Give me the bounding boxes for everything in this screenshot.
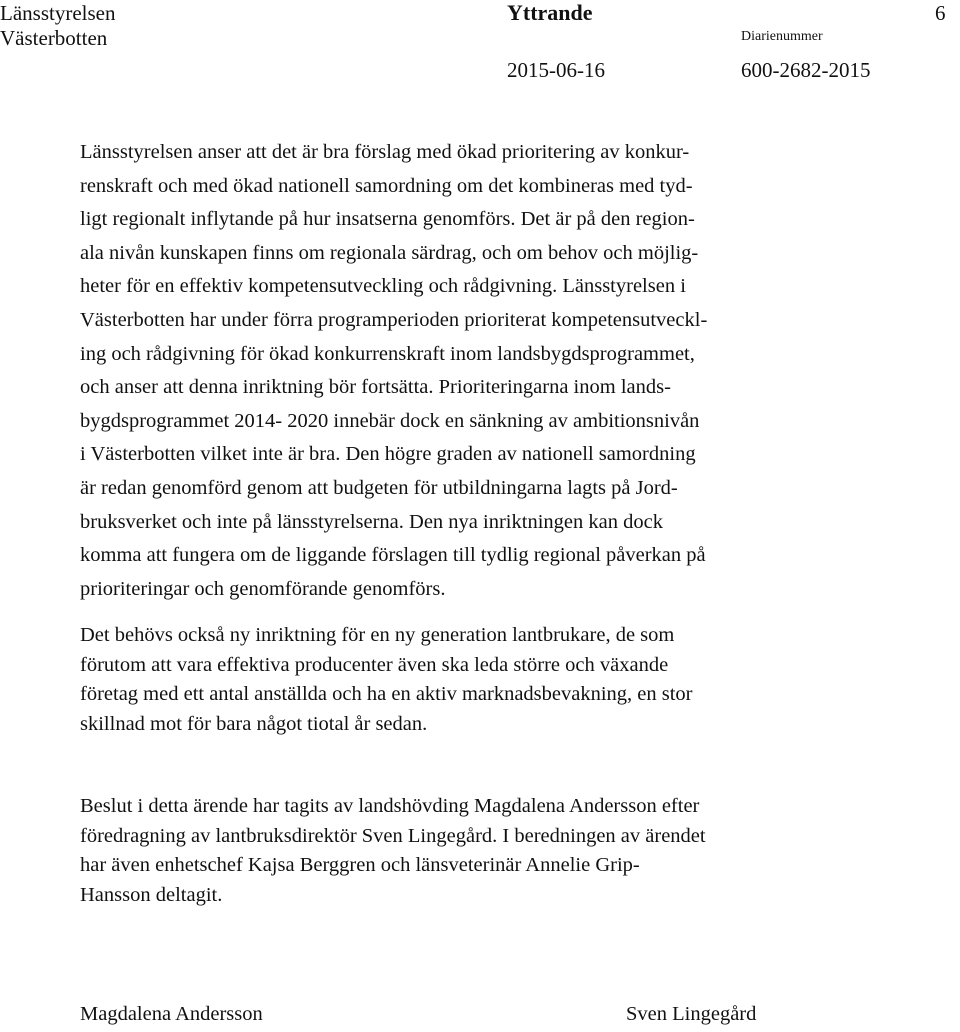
text-line: bygdsprogrammet 2014- 2020 innebär dock en sänkning av ambitionsnivån <box>80 409 700 432</box>
text-line: skillnad mot för bara något tiotal år sedan. <box>80 712 428 735</box>
text-line: komma att fungera om de liggande förslagen till tydlig regional påverkan på <box>80 544 706 567</box>
text-line: bruksverket och inte på länsstyrelserna. Den nya inriktningen kan dock <box>80 510 663 533</box>
org-region: Västerbotten <box>0 26 108 50</box>
text-line: företag med ett antal anställda och ha en aktiv marknadsbevakning, en stor <box>80 683 693 705</box>
text-line: Beslut i detta ärende har tagits av landshövding Magdalena Andersson efter <box>80 795 700 817</box>
body-paragraph-1 <box>80 136 707 606</box>
text-line: föredragning av lantbruksdirektör Sven Lingegård. I beredningen av ärendet <box>80 824 706 847</box>
text-line: ligt regionalt inflytande på hur insatserna genomförs. Det är på den region- <box>80 208 695 231</box>
text-line: förutom att vara effektiva producenter även ska leda större och växande <box>80 653 669 676</box>
signature-right: Sven Lingegård <box>626 1003 757 1025</box>
document-type: Yttrande <box>507 0 593 25</box>
org-name: Länsstyrelsen <box>0 1 116 25</box>
diarienummer-label: Diarienummer <box>741 29 823 44</box>
text-line: heter för en effektiv kompetensutveckling och rådgivning. Länsstyrelsen i <box>80 275 686 298</box>
diarienummer-value: 600-2682-2015 <box>741 58 871 82</box>
text-line: ala nivån kunskapen finns om regionala särdrag, och om behov och möjlig- <box>80 241 699 264</box>
text-line: Länsstyrelsen anser att det är bra förslag med ökad prioritering av konkur- <box>80 141 690 163</box>
body-paragraph-2 <box>80 621 693 739</box>
text-line: Västerbotten har under förra programperioden prioriterat kompetensutveckl- <box>80 308 708 331</box>
text-line: har även enhetschef Kajsa Berggren och länsveterinär Annelie Grip- <box>80 854 640 876</box>
text-line: och anser att denna inriktning bör fortsätta. Prioriteringarna inom lands- <box>80 376 671 399</box>
text-line: Hansson deltagit. <box>80 883 223 906</box>
text-line: ing och rådgivning för ökad konkurrenskraft inom landsbygdsprogrammet, <box>80 342 695 365</box>
document-date: 2015-06-16 <box>507 58 605 82</box>
text-line: i Västerbotten vilket inte är bra. Den högre graden av nationell samordning <box>80 443 696 466</box>
text-line: renskraft och med ökad nationell samordning om det kombineras med tyd- <box>80 174 693 197</box>
signature-left: Magdalena Andersson <box>80 1003 263 1025</box>
page-number: 6 <box>935 1 946 25</box>
text-line: prioriteringar och genomförande genomförs. <box>80 577 446 600</box>
text-line: är redan genomförd genom att budgeten för utbildningarna lagts på Jord- <box>80 476 678 499</box>
text-line: Det behövs också ny inriktning för en ny generation lantbrukare, de som <box>80 624 675 646</box>
body-paragraph-3 <box>80 792 706 910</box>
